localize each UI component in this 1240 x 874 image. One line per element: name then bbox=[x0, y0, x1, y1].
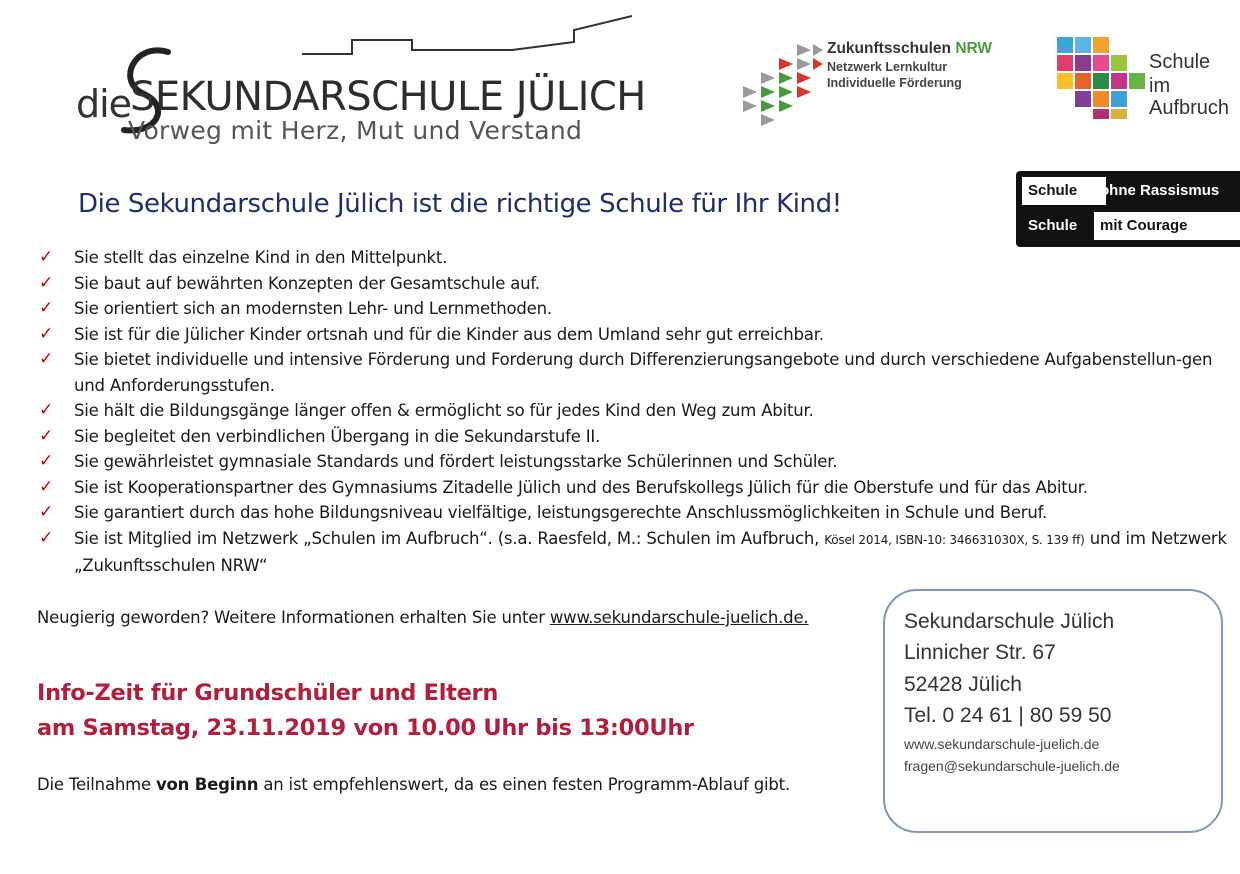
address-name: Sekundarschule Jülich bbox=[904, 610, 1115, 633]
triangle-pattern-icon bbox=[735, 42, 825, 128]
zukunft-nrw: NRW bbox=[955, 40, 993, 57]
checkmark-icon: ✓ bbox=[39, 451, 54, 471]
checkmark-icon: ✓ bbox=[39, 272, 54, 293]
checkmark-icon: ✓ bbox=[39, 349, 54, 369]
logo-prefix: die bbox=[76, 82, 132, 126]
badge-row1-left: Schule bbox=[1022, 177, 1106, 205]
list-item: ✓ Sie gewährleistet gymnasiale Standards und fördert leistungsstarke Schülerinnen und Schüler. bbox=[36, 449, 1240, 475]
participation-bold: von Beginn bbox=[155, 775, 259, 794]
more-info-line: Neugierig geworden? Weitere Informationen erhalten Sie unter www.sekundarschule-juelich.de. bbox=[37, 608, 809, 627]
participation-note: Die Teilnahme von Beginn an ist empfehlenswert, da es einen festen Programm-Ablauf gibt. bbox=[37, 775, 790, 794]
checkmark-icon: ✓ bbox=[39, 476, 54, 497]
address-web[interactable]: www.sekundarschule-juelich.de bbox=[904, 736, 1100, 752]
citation: Kösel 2014, ISBN-10: 346631030X, S. 139 ff) bbox=[824, 532, 1085, 547]
page-headline: Die Sekundarschule Jülich ist die richtige Schule für Ihr Kind! bbox=[78, 189, 842, 219]
aufbruch-line1: Schule bbox=[1149, 51, 1211, 73]
list-item: ✓ Sie hält die Bildungsgänge länger offen & ermöglicht so für jedes Kind den Weg zum Abitur. bbox=[36, 398, 1240, 424]
list-item: ✓ Sie ist Kooperationspartner des Gymnasiums Zitadelle Jülich und des Berufskollegs Jülich für die Oberstufe und für das Abitur. bbox=[36, 475, 1240, 501]
list-item: ✓ Sie ist für die Jülicher Kinder ortsnah und für die Kinder aus dem Umland sehr gut erreichbar. bbox=[36, 322, 1240, 348]
badge-row2-right: mit Courage bbox=[1094, 212, 1240, 240]
checkmark-icon: ✓ bbox=[39, 502, 54, 522]
checkmark-icon: ✓ bbox=[39, 400, 54, 420]
mosaic-tiles-icon bbox=[1055, 35, 1147, 121]
list-item: ✓ Sie baut auf bewährten Konzepten der Gesamtschule auf. bbox=[36, 271, 1240, 297]
address-city: 52428 Jülich bbox=[904, 673, 1022, 696]
address-box bbox=[883, 589, 1223, 833]
aufbruch-line2: im bbox=[1149, 75, 1171, 97]
checkmark-icon: ✓ bbox=[39, 323, 54, 344]
logo-tagline: Vorweg mit Herz, Mut und Verstand bbox=[128, 116, 583, 145]
list-item: ✓ Sie orientiert sich an modernsten Lehr- und Lernmethoden. bbox=[36, 296, 1240, 322]
checkmark-icon: ✓ bbox=[39, 527, 54, 548]
zukunft-title: Zukunftsschulen NRW bbox=[827, 40, 993, 57]
address-phone: Tel. 0 24 61 | 80 59 50 bbox=[904, 704, 1112, 727]
list-item: ✓ Sie bietet individuelle und intensive Förderung und Forderung durch Differenzierungsangebote und durch verschiedene Aufgabenstellun-gen und Anforderungsstufen. bbox=[39, 349, 1213, 395]
benefits-list bbox=[36, 245, 1240, 579]
school-logo bbox=[66, 12, 646, 152]
list-item: ✓ Sie ist Mitglied im Netzwerk „Schulen im Aufbruch“. (s.a. Raesfeld, M.: Schulen im Aufbruch, Kösel 2014, ISBN-10: 346631030X, S. 139 ff) und im Netzwerk „Zukunftsschulen NRW“ bbox=[39, 527, 1227, 575]
logo-school-name: SEKUNDARSCHULE JÜLICH bbox=[130, 74, 646, 120]
address-email[interactable]: fragen@sekundarschule-juelich.de bbox=[904, 758, 1120, 774]
list-item: ✓ Sie garantiert durch das hohe Bildungsniveau vielfältige, leistungsgerechte Anschlussmöglichkeiten in Schule und Beruf. bbox=[36, 500, 1240, 526]
address-street: Linnicher Str. 67 bbox=[904, 641, 1056, 664]
checkmark-icon: ✓ bbox=[39, 247, 54, 267]
zukunft-line1: Netzwerk Lernkultur bbox=[827, 60, 948, 74]
list-item: ✓ Sie stellt das einzelne Kind in den Mittelpunkt. bbox=[36, 245, 1240, 271]
zukunftsschulen-logo bbox=[735, 38, 1035, 128]
event-title: Info-Zeit für Grundschüler und Eltern bbox=[37, 680, 499, 706]
aufbruch-line3: Aufbruch bbox=[1149, 97, 1230, 119]
badge-row1-right: ohne Rassismus bbox=[1100, 182, 1220, 199]
schule-ohne-rassismus-badge bbox=[1016, 171, 1240, 247]
list-item: ✓ Sie begleitet den verbindlichen Übergang in die Sekundarstufe II. bbox=[36, 424, 1240, 450]
badge-row2-left: Schule bbox=[1028, 217, 1078, 234]
event-date: am Samstag, 23.11.2019 von 10.00 Uhr bis 13:00Uhr bbox=[37, 715, 694, 741]
checkmark-icon: ✓ bbox=[39, 298, 54, 318]
zukunft-line2: Individuelle Förderung bbox=[827, 76, 962, 90]
checkmark-icon: ✓ bbox=[39, 425, 54, 446]
schule-im-aufbruch-logo bbox=[1055, 35, 1240, 125]
website-link[interactable]: www.sekundarschule-juelich.de. bbox=[549, 608, 809, 627]
